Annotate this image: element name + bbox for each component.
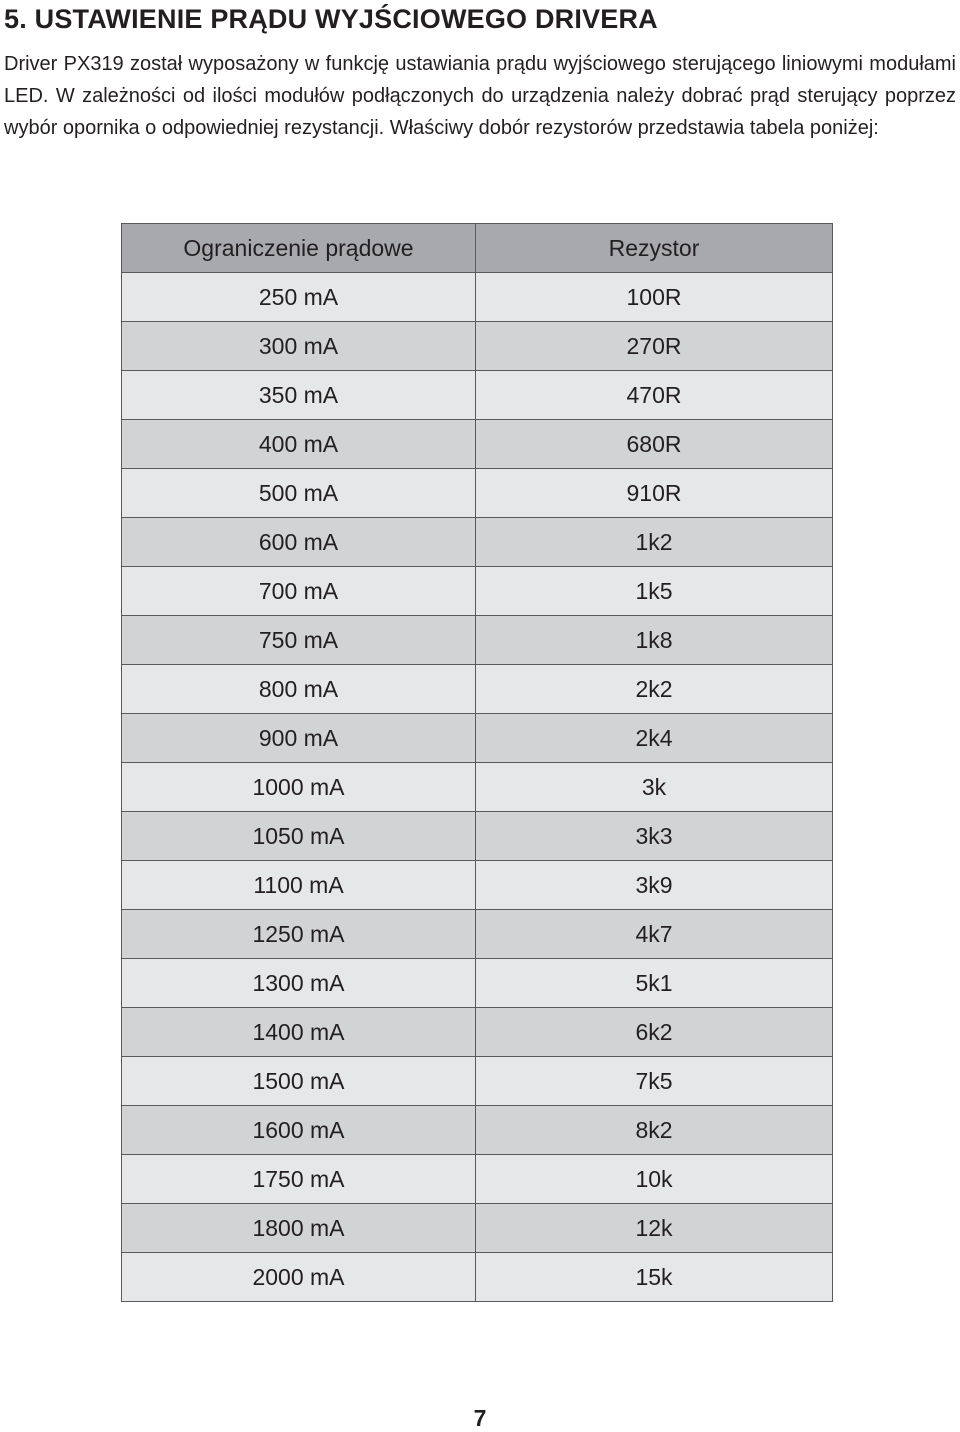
- current-cell: 250 mA: [122, 273, 476, 322]
- current-cell: 1600 mA: [122, 1106, 476, 1155]
- table-row: [122, 1155, 833, 1204]
- resistor-table: [121, 223, 833, 1302]
- resistor-cell: 680R: [476, 420, 833, 469]
- resistor-cell: 1k2: [476, 518, 833, 567]
- resistor-cell: 10k: [476, 1155, 833, 1204]
- table-row: [122, 469, 833, 518]
- resistor-cell: 4k7: [476, 910, 833, 959]
- header-current-limit: Ograniczenie prądowe: [122, 224, 476, 273]
- current-cell: 1300 mA: [122, 959, 476, 1008]
- table-row: [122, 861, 833, 910]
- resistor-cell: 8k2: [476, 1106, 833, 1155]
- current-cell: 1750 mA: [122, 1155, 476, 1204]
- page-number: 7: [473, 1405, 487, 1431]
- table-row: [122, 371, 833, 420]
- table-row: [122, 1204, 833, 1253]
- table-row: [122, 812, 833, 861]
- current-cell: 400 mA: [122, 420, 476, 469]
- intro-paragraph: Driver PX319 został wyposażony w funkcję ustawiania prądu wyjściowego sterującego liniowymi modułami LED. W zależności od ilości modułów podłączonych do urządzenia należy dobrać prąd sterujący poprzez wybór opornika o odpowiedniej rezystancji. Właściwy dobór rezystorów przedstawia tabela poniżej:: [4, 53, 956, 139]
- table-row: [122, 910, 833, 959]
- current-cell: 1100 mA: [122, 861, 476, 910]
- resistor-cell: 3k3: [476, 812, 833, 861]
- current-cell: 800 mA: [122, 665, 476, 714]
- table-row: [122, 763, 833, 812]
- current-cell: 900 mA: [122, 714, 476, 763]
- resistor-cell: 1k8: [476, 616, 833, 665]
- section-heading: 5. USTAWIENIE PRĄDU WYJŚCIOWEGO DRIVERA: [4, 4, 658, 34]
- current-cell: 1800 mA: [122, 1204, 476, 1253]
- table-row: [122, 420, 833, 469]
- table-row: [122, 1106, 833, 1155]
- resistor-cell: 3k: [476, 763, 833, 812]
- resistor-cell: 2k2: [476, 665, 833, 714]
- table-row: [122, 518, 833, 567]
- resistor-cell: 15k: [476, 1253, 833, 1302]
- current-cell: 600 mA: [122, 518, 476, 567]
- current-cell: 350 mA: [122, 371, 476, 420]
- table-row: [122, 616, 833, 665]
- resistor-cell: 6k2: [476, 1008, 833, 1057]
- current-cell: 2000 mA: [122, 1253, 476, 1302]
- table-row: [122, 1008, 833, 1057]
- current-cell: 750 mA: [122, 616, 476, 665]
- table-row: [122, 1057, 833, 1106]
- table-row: [122, 665, 833, 714]
- resistor-cell: 3k9: [476, 861, 833, 910]
- header-resistor: Rezystor: [476, 224, 833, 273]
- resistor-cell: 2k4: [476, 714, 833, 763]
- resistor-cell: 270R: [476, 322, 833, 371]
- current-cell: 1400 mA: [122, 1008, 476, 1057]
- table-row: [122, 714, 833, 763]
- current-cell: 1050 mA: [122, 812, 476, 861]
- current-cell: 1000 mA: [122, 763, 476, 812]
- table-row: [122, 273, 833, 322]
- table-row: [122, 959, 833, 1008]
- resistor-cell: 910R: [476, 469, 833, 518]
- table-body: [122, 273, 833, 1302]
- resistor-cell: 5k1: [476, 959, 833, 1008]
- resistor-cell: 1k5: [476, 567, 833, 616]
- resistor-cell: 7k5: [476, 1057, 833, 1106]
- resistor-cell: 100R: [476, 273, 833, 322]
- table-header-row: [122, 224, 833, 273]
- current-cell: 700 mA: [122, 567, 476, 616]
- current-cell: 1250 mA: [122, 910, 476, 959]
- current-cell: 1500 mA: [122, 1057, 476, 1106]
- resistor-cell: 12k: [476, 1204, 833, 1253]
- table-row: [122, 567, 833, 616]
- resistor-cell: 470R: [476, 371, 833, 420]
- current-cell: 500 mA: [122, 469, 476, 518]
- table-row: [122, 1253, 833, 1302]
- table-row: [122, 322, 833, 371]
- current-cell: 300 mA: [122, 322, 476, 371]
